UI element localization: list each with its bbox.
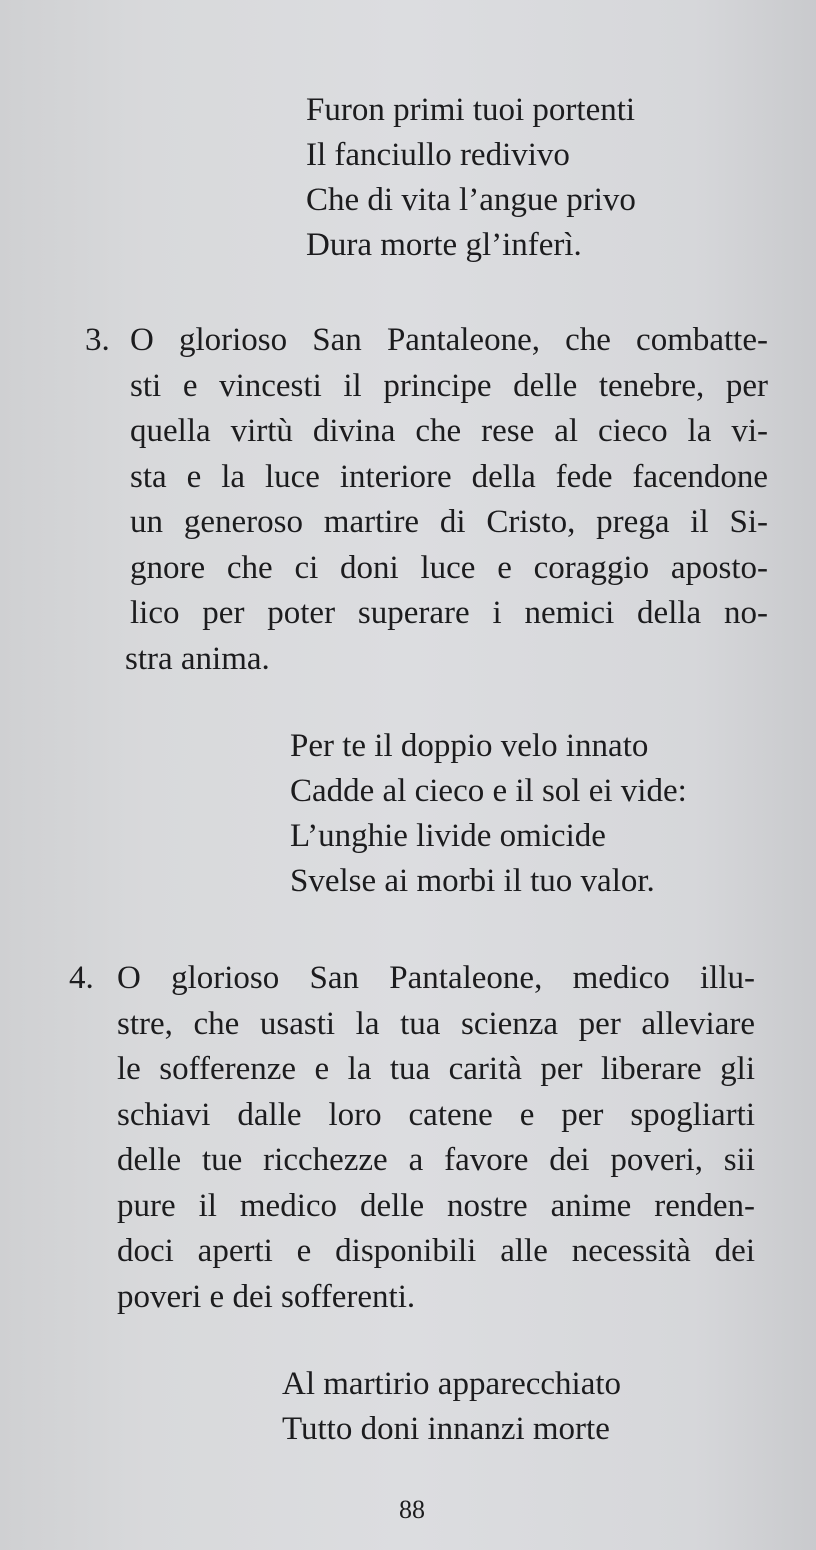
verse-line: Tutto doni innanzi morte bbox=[282, 1411, 610, 1447]
prayer-line: stre, che usasti la tua scienza per alleviare bbox=[117, 1005, 755, 1042]
prayer-line: lico per poter superare i nemici della no- bbox=[130, 595, 768, 631]
prayer-line: sta e la luce interiore della fede facendone bbox=[130, 458, 768, 495]
prayer-number: 3. bbox=[85, 322, 110, 358]
prayer-line: delle tue ricchezze a favore dei poveri, sii bbox=[117, 1142, 755, 1178]
verse-line: Al martirio apparecchiato bbox=[282, 1366, 622, 1402]
prayer-line: pure il medico delle nostre anime renden- bbox=[117, 1187, 755, 1224]
prayer-line: stra anima. bbox=[125, 640, 270, 677]
prayer-line: doci aperti e disponibili alle necessità dei bbox=[117, 1233, 755, 1269]
prayer-line: le sofferenze e la tua carità per liberare gli bbox=[117, 1051, 755, 1087]
prayer-line: gnore che ci doni luce e coraggio aposto- bbox=[130, 549, 768, 586]
prayer-line: un generoso martire di Cristo, prega il Si- bbox=[130, 504, 768, 540]
verse-stanza-2 bbox=[290, 724, 687, 904]
verse-line: Furon primi tuoi portenti bbox=[306, 92, 636, 128]
prayer-line: sti e vincesti il principe delle tenebre, per bbox=[130, 367, 768, 404]
verse-stanza-3 bbox=[282, 1362, 621, 1452]
page-number: 88 bbox=[399, 1495, 425, 1524]
verse-stanza-1 bbox=[306, 88, 636, 268]
verse-line: L’unghie livide omicide bbox=[290, 818, 606, 854]
prayer-number: 4. bbox=[69, 960, 94, 996]
prayer-paragraph-4 bbox=[69, 956, 755, 1320]
verse-line: Svelse ai morbi il tuo valor. bbox=[290, 863, 655, 899]
prayer-line: O glorioso San Pantaleone, che combatte- bbox=[130, 322, 768, 358]
prayer-line: O glorioso San Pantaleone, medico illu- bbox=[117, 960, 755, 996]
verse-line: Dura morte gl’inferì. bbox=[306, 227, 582, 263]
prayer-line: poveri e dei sofferenti. bbox=[117, 1278, 416, 1315]
prayer-line: quella virtù divina che rese al cieco la vi- bbox=[130, 413, 768, 449]
verse-line: Per te il doppio velo innato bbox=[290, 728, 649, 764]
prayer-paragraph-3 bbox=[85, 318, 768, 682]
verse-line: Che di vita l’angue privo bbox=[306, 182, 636, 218]
prayer-line: schiavi dalle loro catene e per spogliarti bbox=[117, 1096, 755, 1133]
verse-line: Il fanciullo redivivo bbox=[306, 137, 570, 173]
verse-line: Cadde al cieco e il sol ei vide: bbox=[290, 773, 687, 809]
